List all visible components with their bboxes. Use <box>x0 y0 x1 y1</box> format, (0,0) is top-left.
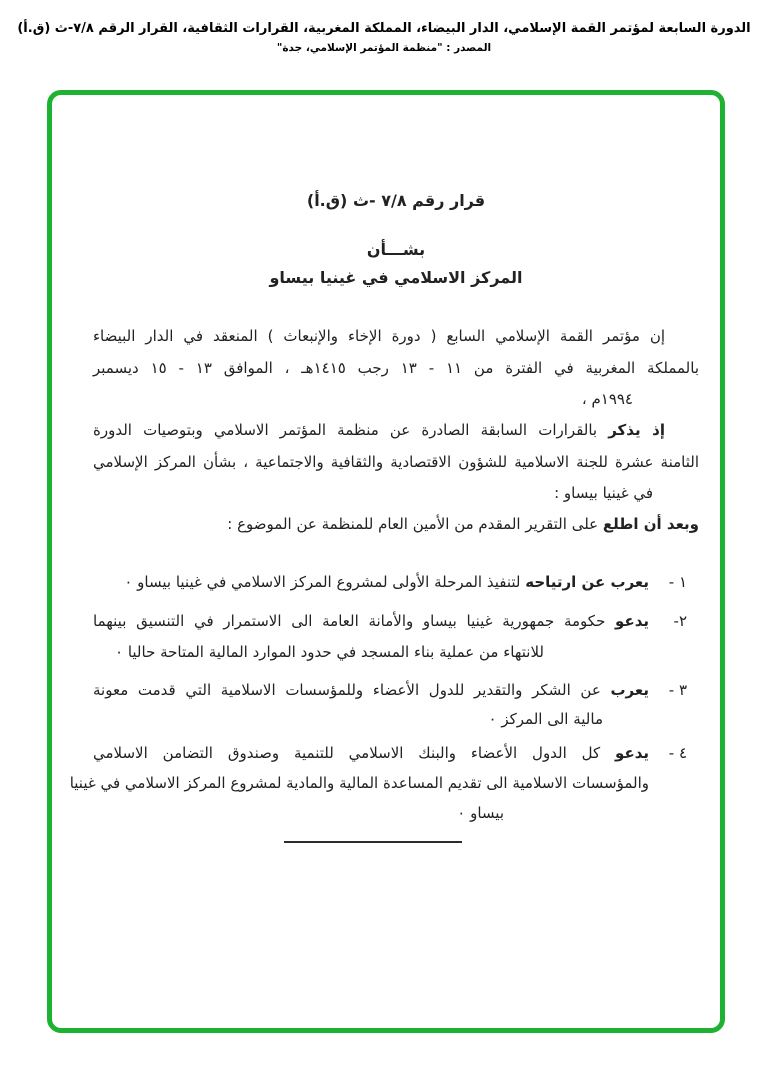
report-lead-bold: وبعد أن اطلع <box>602 515 699 533</box>
item-1-line-1-rest: لتنفيذ المرحلة الأولى لمشروع المركز الاسلامي في غينيا بيساو ٠ <box>124 573 526 591</box>
header-citation-line: الدورة السابعة لمؤتمر القمة الإسلامي، الدار البيضاء، المملكة المغربية، القرارات الثقافية، القرار الرقم ٧/٨-ث (ق.أ) <box>17 21 751 36</box>
recall-line-2: الثامنة عشرة للجنة الاسلامية للشؤون الاقتصادية والثقافية والاجتماعية ، بشأن المركز الإسلامي <box>93 453 699 471</box>
item-4-number: ٤ - <box>668 744 687 762</box>
item-2-line-1-rest: حكومة جمهورية غينيا بيساو والأمانة العامة الى الاستمرار في التنسيق بينهما <box>93 612 616 630</box>
resolution-item-4 <box>69 738 687 828</box>
document-title: المركز الاسلامي في غينيا بيساو <box>269 268 523 287</box>
item-3-line-1-rest: عن الشكر والتقدير للدول الأعضاء وللمؤسسات الاسلامية التي قدمت معونة <box>93 681 611 699</box>
item-4-line-3: بيساو ٠ <box>457 804 504 822</box>
resolution-number-heading: قرار رقم ٧/٨ -ث (ق.أ) <box>306 191 486 210</box>
item-2-line-1 <box>93 606 649 637</box>
item-3-line-2: مالية الى المركز ٠ <box>488 710 603 728</box>
item-3-number: ٣ - <box>668 681 687 699</box>
item-2-text <box>93 606 649 668</box>
item-2-number: ٢- <box>673 612 687 630</box>
item-4-line-1-rest: كل الدول الأعضاء والبنك الاسلامي للتنمية وصندوق التضامن الاسلامي <box>93 744 616 762</box>
item-1-line-1 <box>93 567 649 598</box>
item-2-line-2: للانتهاء من عملية بناء المسجد في حدود الموارد المالية المتاحة حاليا ٠ <box>115 643 544 661</box>
item-4-text <box>69 738 649 828</box>
resolution-item-2 <box>93 606 687 668</box>
preamble-line-1: إن مؤتمر القمة الإسلامي السابع ( دورة الإخاء والإنبعاث ) المنعقد في الدار البيضاء <box>93 327 665 345</box>
document-body <box>69 188 699 843</box>
item-3-lead-bold: يعرب <box>610 681 649 699</box>
recall-lead-bold: إذ يذكر <box>608 421 665 439</box>
item-4-line-1 <box>93 738 649 768</box>
item-1-text <box>93 567 649 598</box>
document-frame <box>47 90 725 1033</box>
resolution-items <box>69 567 699 828</box>
preamble-line-2: بالمملكة المغربية في الفترة من ١١ - ١٣ رجب ١٤١٥هـ ، الموافق ١٣ - ١٥ ديسمبر <box>93 359 699 377</box>
resolution-item-3 <box>93 676 687 734</box>
header-citation <box>0 20 768 56</box>
recall-line-3: في غينيا بيساو : <box>554 484 653 502</box>
signature-rule <box>284 841 462 843</box>
subject-word-heading: بشـــأن <box>366 240 426 259</box>
item-1-number: ١ - <box>668 573 687 591</box>
header-source-line: المصدر : "منظمة المؤتمر الإسلامي، جدة" <box>276 42 492 54</box>
report-line-rest: على التقرير المقدم من الأمين العام للمنظمة عن الموضوع : <box>227 515 603 533</box>
resolution-item-1 <box>93 567 687 598</box>
item-3-text <box>93 676 649 734</box>
recall-line-1-rest: بالقرارات السابقة الصادرة عن منظمة المؤتمر الاسلامي وبتوصيات الدورة <box>93 421 609 439</box>
preamble-line-3: ١٩٩٤م ، <box>581 390 633 408</box>
report-line <box>93 508 699 540</box>
item-4-line-2: والمؤسسات الاسلامية الى تقديم المساعدة المالية والمادية لمشروع المركز الاسلامي في غينيا <box>69 774 649 792</box>
item-1-lead-bold: يعرب عن ارتياحه <box>525 573 649 591</box>
item-3-line-1 <box>93 676 649 705</box>
item-4-lead-bold: يدعو <box>615 744 649 762</box>
recall-line-1 <box>93 414 699 446</box>
item-2-lead-bold: يدعو <box>615 612 649 630</box>
